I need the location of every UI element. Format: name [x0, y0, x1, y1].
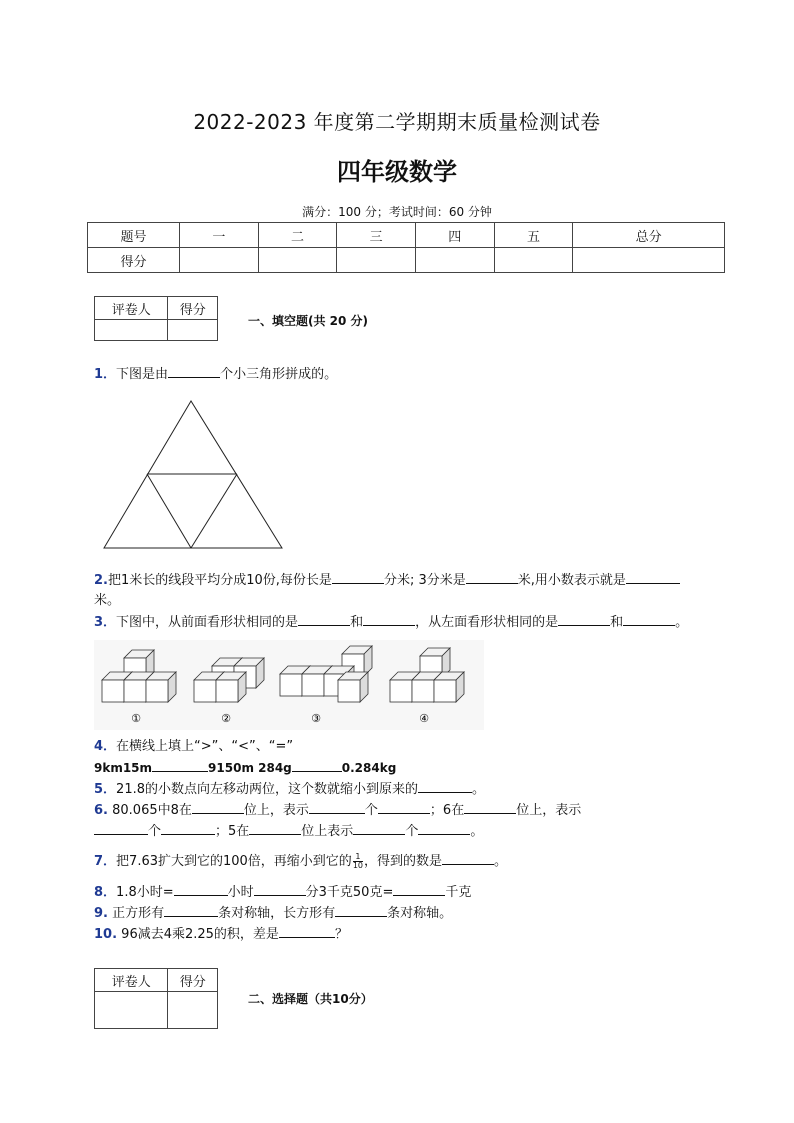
question-number: 3． [94, 615, 117, 630]
figure-label-2: ② [221, 712, 231, 725]
question-7: 7．把7.63扩大到它的100倍，再缩小到它的 $\frac{1}{10}$ ，得到的数是 。 [94, 852, 508, 870]
answer-blank[interactable] [94, 821, 148, 835]
answer-blank[interactable] [298, 612, 350, 626]
answer-blank[interactable] [254, 882, 306, 896]
score-header-cell: 三 [337, 223, 416, 248]
question-number: 10. [94, 927, 118, 942]
answer-blank[interactable] [332, 570, 384, 584]
answer-blank[interactable] [466, 570, 518, 584]
answer-blank[interactable] [363, 612, 415, 626]
score-cell[interactable] [415, 248, 494, 273]
answer-blank[interactable] [442, 851, 494, 865]
exam-title: 2022-2023 年度第二学期期末质量检测试卷 [193, 110, 601, 134]
question-1: 1．下图是由 个小三角形拼成的。 [94, 364, 337, 385]
subject-title: 四年级数学 [337, 158, 457, 186]
question-number: 4． [94, 739, 117, 754]
answer-blank[interactable] [626, 570, 680, 584]
question-3: 3．下图中，从前面看形状相同的是 和 ，从左面看形状相同的是 和 。 [94, 612, 688, 633]
answer-blank[interactable] [192, 800, 244, 814]
grader-score-cell[interactable] [168, 992, 218, 1029]
question-number: 6. [94, 803, 108, 818]
score-header-cell: 四 [415, 223, 494, 248]
section-1-title: 一、填空题(共 20 分) [248, 314, 369, 328]
grader-score-label: 得分 [168, 297, 218, 320]
score-cell[interactable] [337, 248, 416, 273]
grader-score-label: 得分 [168, 969, 218, 992]
answer-blank[interactable] [353, 821, 405, 835]
figure-label-4: ④ [419, 712, 429, 725]
score-header-cell: 五 [494, 223, 573, 248]
answer-blank[interactable] [558, 612, 610, 626]
answer-blank[interactable] [152, 758, 208, 772]
answer-blank[interactable] [279, 924, 335, 938]
grader-reviewer-label: 评卷人 [95, 297, 168, 320]
question-9: 9. 正方形有 条对称轴，长方形有 条对称轴。 [94, 903, 452, 924]
question-6-continued: 个 ；5在 位上表示 个 。 [94, 821, 483, 842]
inner-line-left [147, 474, 191, 548]
score-table-header-row [88, 223, 725, 248]
figure-label-1: ① [131, 712, 141, 725]
answer-blank[interactable] [418, 821, 470, 835]
grader-box-2 [94, 968, 218, 1029]
question-4-line-2: 9km15m 9150m 284g 0.284kg [94, 758, 396, 778]
score-cell[interactable] [180, 248, 259, 273]
answer-blank[interactable] [161, 821, 215, 835]
grader-score-cell[interactable] [168, 320, 218, 341]
grader-reviewer-label: 评卷人 [95, 969, 168, 992]
answer-blank[interactable] [418, 779, 472, 793]
score-cell[interactable] [573, 248, 725, 273]
question-number: 8． [94, 885, 117, 900]
triangle-figure [100, 398, 286, 552]
question-10: 10. 96减去4乘2.25的积，差是 ？ [94, 924, 348, 945]
question-4: 4．在横线上填上“>”、“<”、“=” [94, 739, 294, 754]
answer-blank[interactable] [309, 800, 365, 814]
figure-label-3: ③ [311, 712, 321, 725]
question-6: 6. 80.065中8在 位上，表示 个 ；6在 位上，表示 [94, 800, 581, 821]
section-2-title: 二、选择题（共10分） [248, 992, 373, 1006]
score-cell[interactable] [494, 248, 573, 273]
question-5: 5．21.8的小数点向左移动两位，这个数就缩小到原来的 。 [94, 779, 485, 800]
answer-blank[interactable] [393, 882, 445, 896]
question-number: 7． [94, 854, 117, 869]
question-number: 2. [94, 573, 108, 588]
score-row-label: 得分 [88, 248, 180, 273]
score-table [87, 222, 725, 273]
grader-box-1 [94, 296, 218, 341]
score-header-cell: 二 [258, 223, 337, 248]
answer-blank[interactable] [378, 800, 430, 814]
answer-blank[interactable] [168, 364, 220, 378]
question-number: 1． [94, 367, 117, 382]
grader-reviewer-cell[interactable] [95, 320, 168, 341]
answer-blank[interactable] [174, 882, 228, 896]
cube-figures [94, 640, 484, 730]
question-number: 5． [94, 782, 117, 797]
score-cell[interactable] [258, 248, 337, 273]
answer-blank[interactable] [292, 758, 342, 772]
question-2: 2.把1米长的线段平均分成10份,每份长是 分米; 3分米是 米,用小数表示就是 [94, 570, 680, 591]
score-header-cell: 总分 [573, 223, 725, 248]
answer-blank[interactable] [464, 800, 516, 814]
answer-blank[interactable] [164, 903, 218, 917]
question-2-continued: 米。 [94, 593, 121, 608]
fraction: $\frac{1}{10}$ [352, 852, 363, 870]
score-header-cell: 题号 [88, 223, 180, 248]
question-number: 9. [94, 906, 108, 921]
answer-blank[interactable] [623, 612, 675, 626]
grader-reviewer-cell[interactable] [95, 992, 168, 1029]
score-header-cell: 一 [180, 223, 259, 248]
inner-line-right [191, 474, 237, 548]
score-table-score-row [88, 248, 725, 273]
question-8: 8．1.8小时= 小时 分3千克50克= 千克 [94, 882, 471, 903]
exam-info: 满分：100 分；考试时间：60 分钟 [302, 205, 492, 219]
answer-blank[interactable] [249, 821, 301, 835]
answer-blank[interactable] [335, 903, 387, 917]
